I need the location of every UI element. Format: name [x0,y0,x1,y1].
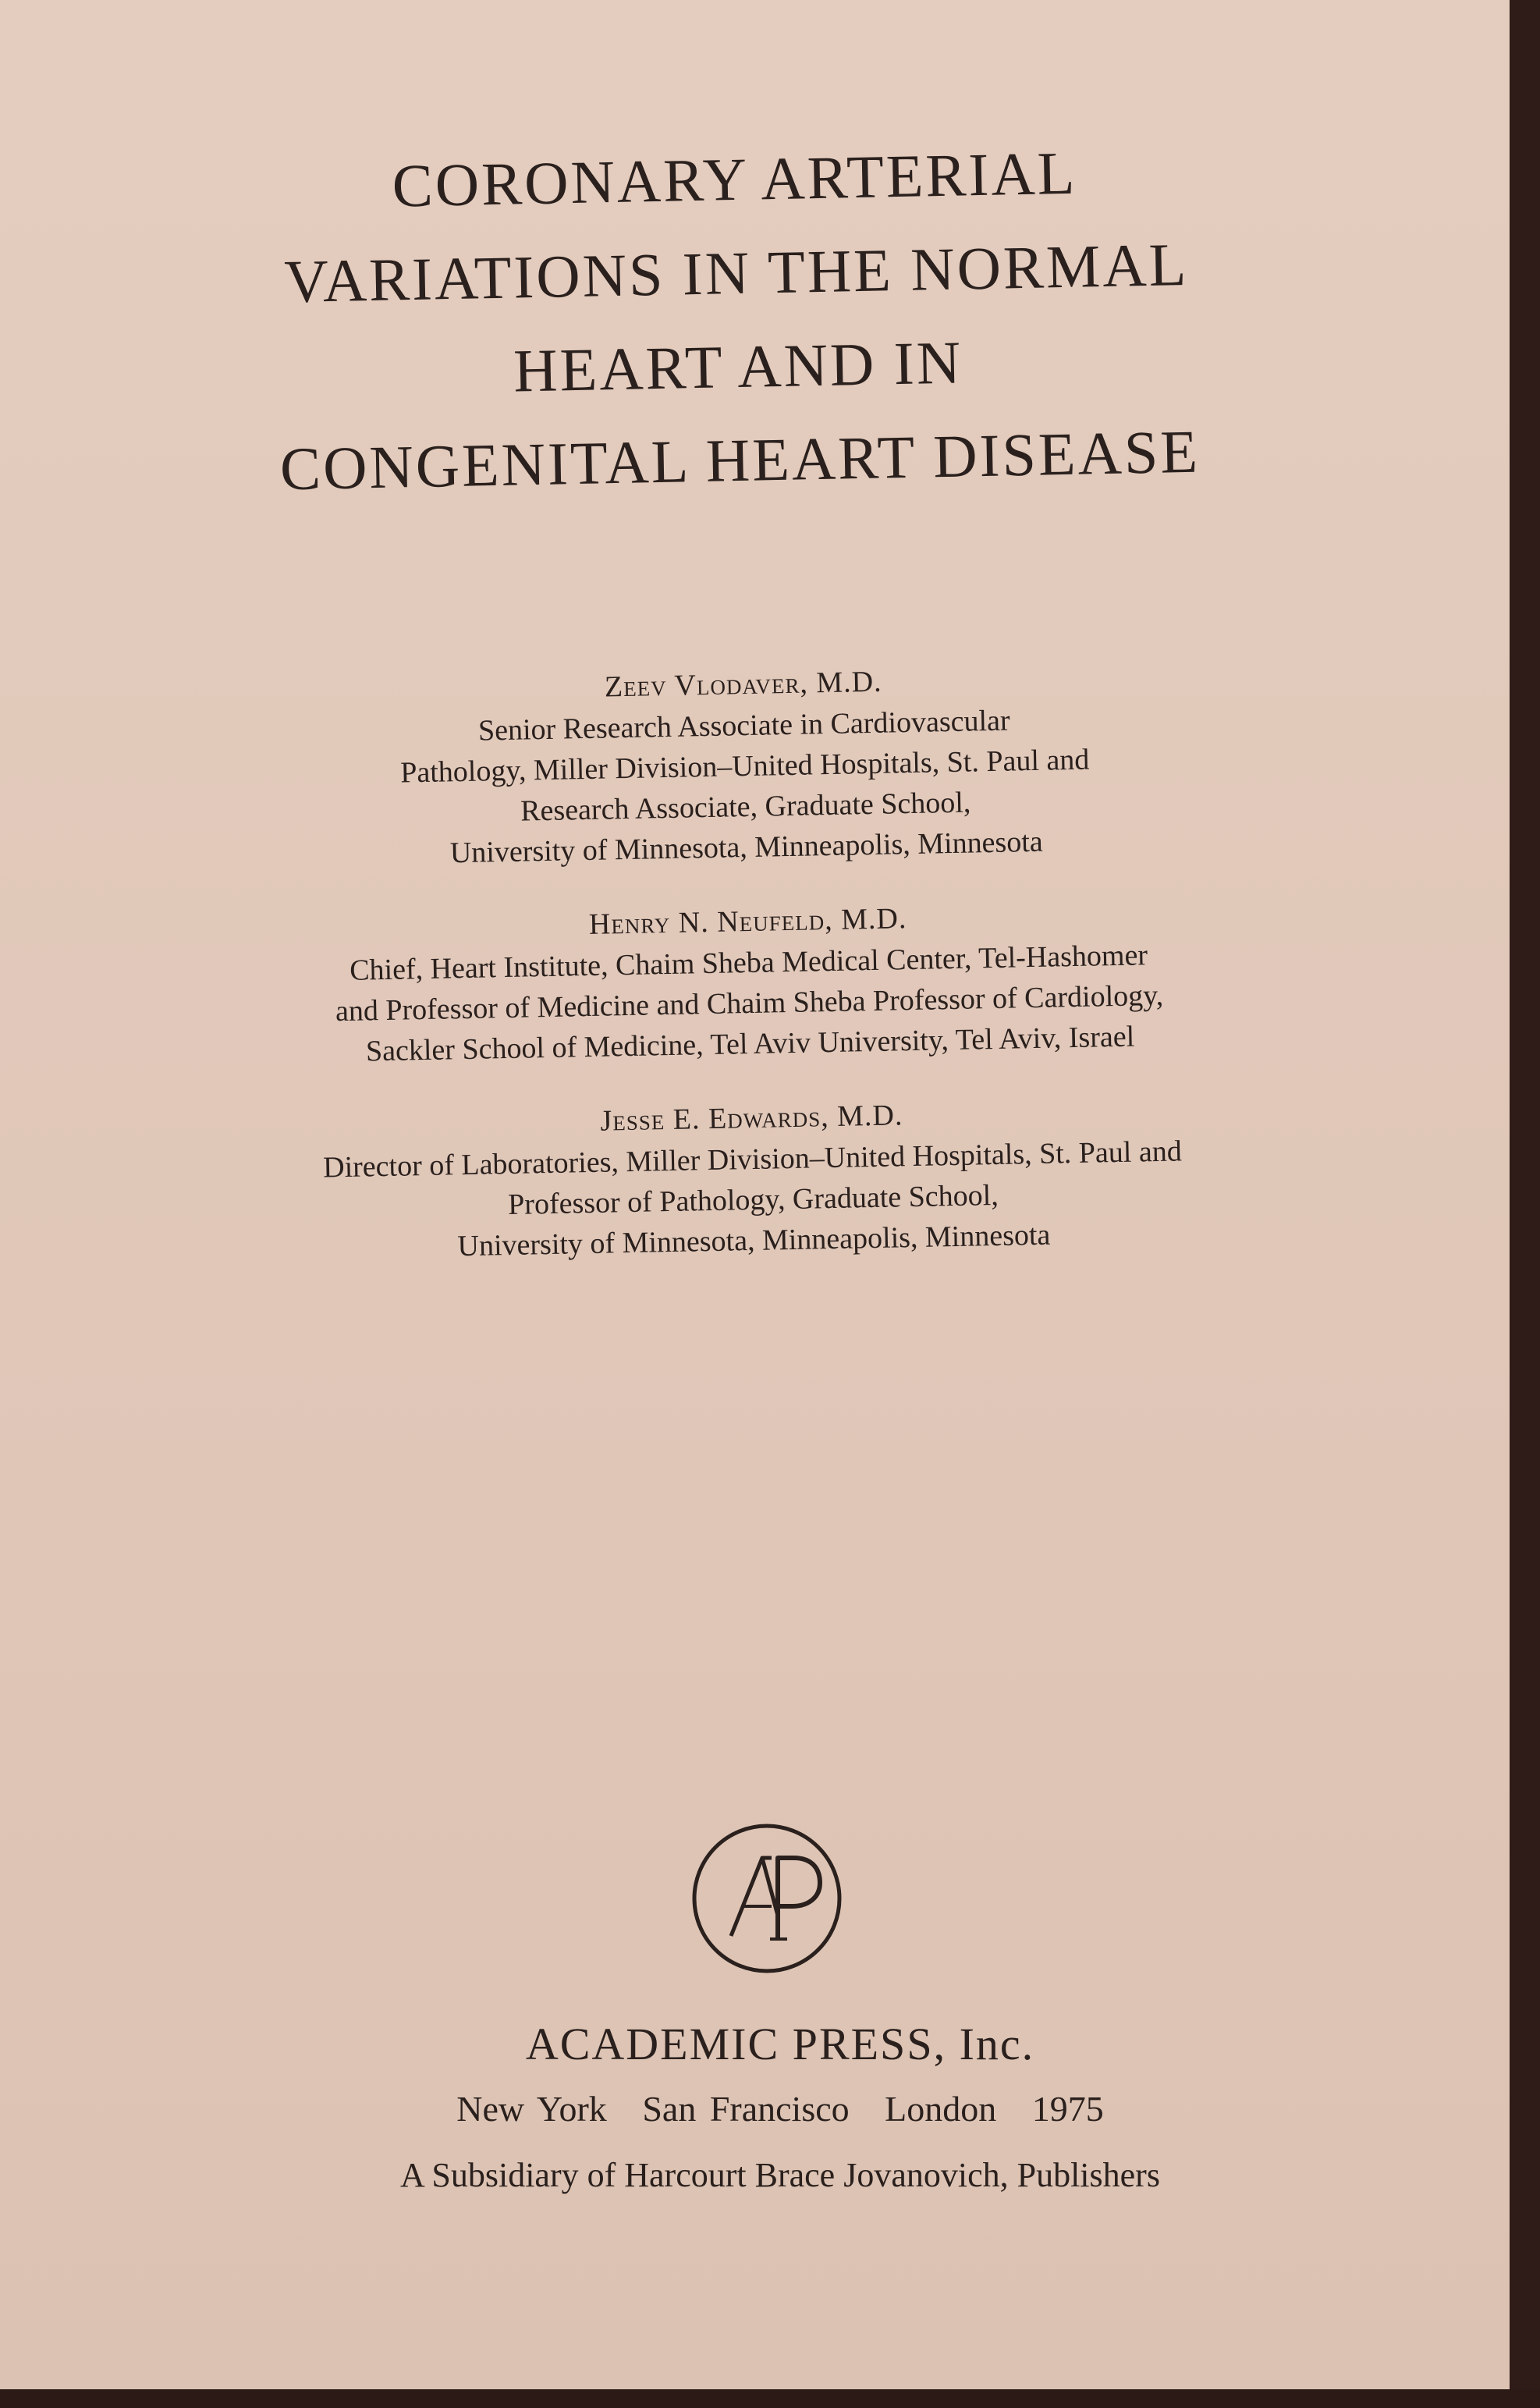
author-name: Zeev Vlodaver, M.D. [604,665,882,704]
title-line-3: HEART AND IN [513,328,963,405]
author-block-edwards [190,1086,1316,1272]
author-affiliation-line: Director of Laboratories, Miller Division–United Hospitals, St. Paul and [322,1135,1183,1184]
author-affiliation-line: Research Associate, Graduate School, [520,786,971,828]
publisher-city: London [885,2089,997,2129]
author-list [181,652,1316,1304]
publisher-cities [296,2076,1264,2143]
title-line-4: CONGENITAL HEART DISEASE [279,417,1201,503]
book-binding-edge [1510,0,1540,2408]
author-name: Henry N. Neufeld, M.D. [588,902,907,941]
author-affiliation-line: Professor of Pathology, Graduate School, [507,1178,999,1221]
author-affiliation-line: Pathology, Miller Division–United Hospitals, St. Paul and [399,743,1090,790]
ap-publisher-logo-icon [690,1822,843,1975]
book-title [137,121,1338,518]
author-block-vlodaver [181,652,1308,879]
author-affiliation-line: University of Minnesota, Minneapolis, Minnesota [457,1218,1051,1263]
author-block-neufeld [186,890,1312,1075]
publisher-name: ACADEMIC PRESS, Inc. [525,2019,1035,2069]
author-affiliation-line: Sackler School of Medicine, Tel Aviv University, Tel Aviv, Israel [365,1020,1135,1068]
publication-year: 1975 [1031,2089,1104,2129]
title-line-1: CORONARY ARTERIAL [391,138,1078,220]
author-affiliation-line: Senior Research Associate in Cardiovascular [477,704,1010,748]
author-affiliation-line: Chief, Heart Institute, Chaim Sheba Medical Center, Tel-Hashomer [349,939,1148,987]
author-affiliation-line: University of Minnesota, Minneapolis, Minnesota [449,825,1044,870]
author-name: Jesse E. Edwards, M.D. [600,1099,903,1138]
book-bottom-edge [0,2389,1540,2408]
author-affiliation-line: and Professor of Medicine and Chaim Sheba Professor of Cardiology, [335,978,1164,1028]
publisher-imprint [296,2013,1264,2208]
title-line-2: VARIATIONS IN THE NORMAL [283,229,1190,316]
publisher-city: New York [456,2089,607,2129]
publisher-city: San Francisco [642,2089,850,2129]
publisher-subsidiary: A Subsidiary of Harcourt Brace Jovanovich, Publishers [400,2156,1160,2194]
